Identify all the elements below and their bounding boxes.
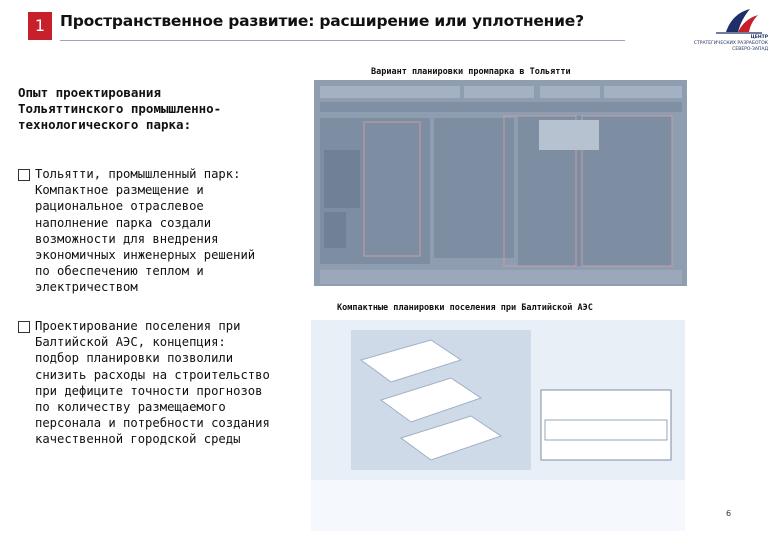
slide-title: Пространственное развитие: расширение или уплотнение?: [60, 12, 584, 30]
baltic-npp-settlement-image: [311, 320, 685, 531]
logo-line-2: СТРАТЕГИЧЕСКИХ РАЗРАБОТОК: [693, 41, 768, 46]
bullet-text: Проектирование поселения при Балтийской АЭС, концепция: подбор планировки позволили снизить расходы на строительство при дефиците точности прогнозов по количеству размещаемого персонала и потребности создания качественной городской среды: [35, 319, 270, 447]
logo-line-3: СЕВЕРО-ЗАПАД: [732, 47, 768, 52]
slide-number: 1: [28, 12, 52, 40]
bullet-item-baltic-npp: [18, 318, 273, 448]
checkbox-bullet-icon: [18, 321, 30, 333]
industrial-park-plan-image: [314, 80, 687, 286]
checkbox-bullet-icon: [18, 169, 30, 181]
title-divider: [60, 40, 625, 41]
bullet-item-togliatti: [18, 166, 273, 296]
page-number: 6: [726, 509, 732, 518]
settlement-render-drawing: [311, 320, 685, 531]
sail-logo-icon: [704, 6, 768, 36]
logo-line-1: ЦЕНТР: [750, 35, 768, 40]
baltic-npp-caption: Компактные планировки поселения при Балтийской АЭС: [337, 303, 593, 313]
bullet-text: Тольятти, промышленный парк: Компактное размещение и рациональное отраслевое наполнение парка создали возможности для внедрения экономичных инженерных решений по обеспечению теплом и электричеством: [35, 167, 256, 295]
section-heading: Опыт проектирования Тольяттинского промышленно-технологического парка:: [18, 85, 222, 132]
company-logo: [693, 6, 768, 56]
site-plan-drawing: [314, 80, 687, 286]
industrial-park-caption: Вариант планировки промпарка в Тольятти: [371, 67, 571, 77]
